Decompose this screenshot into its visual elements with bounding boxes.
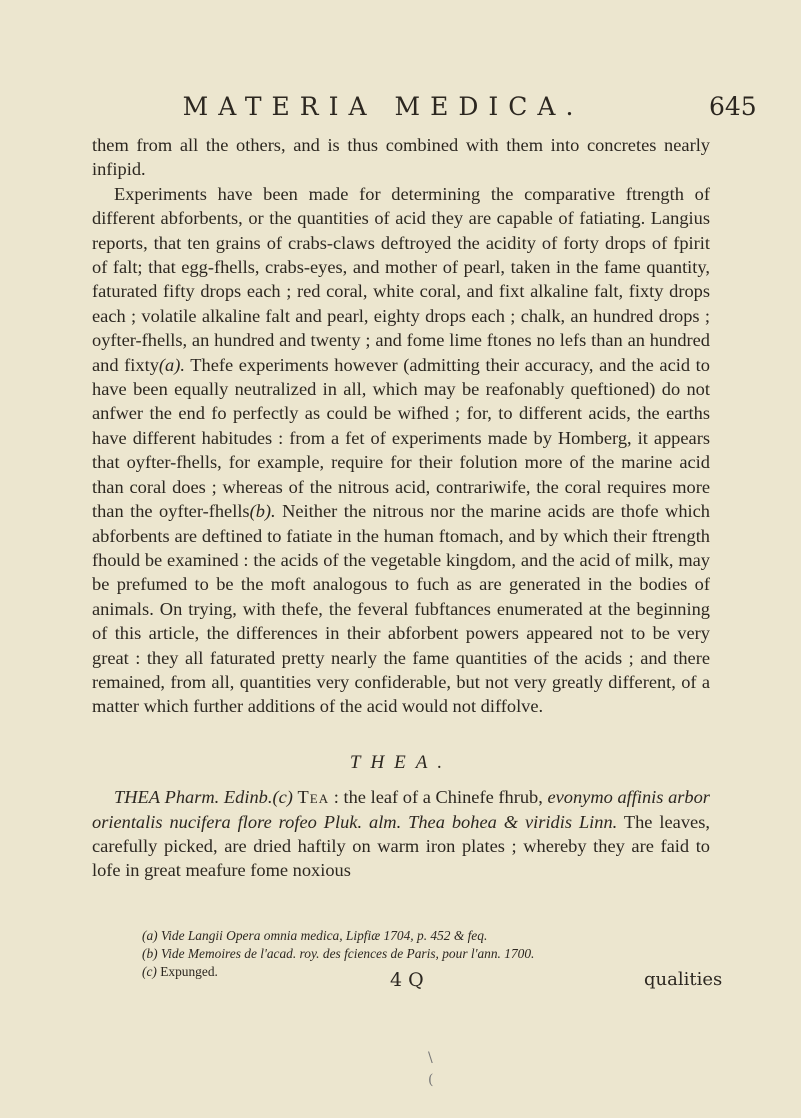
paragraph-text: Thefe experiments however (admitting their accuracy, and the acid to have been equally neutralized in all, which may be reafonably queftioned) do not anfwer the end fo perfectly as could be wifhed ; for, to different acids, the earths have different habitudes : from a fet of experiments made by Homberg, it appears that oyfter-fhells, for example, require for their folution more of the marine acid than coral does ; whereas of the nitrous acid, contrariwife, the coral requires more than the oyfter-fhells — [92, 354, 710, 522]
footnote-text: Vide Langii Opera omnia medica, Lipfiæ 1704, p. 452 & feq. — [157, 928, 488, 943]
paragraph-text: Neither the nitrous nor the marine acids are thofe which abforbents are deftined to fatiate in the human ftomach, and by which their ftrength fhould be examined : the acids of the vegetable kingdom, and the acid of milk, may be prefumed to be the moft analogous to fuch as are generated in the bodies of animals. On trying, with thefe, the feveral fubftances enumerated at the beginning of this article, the differences in their abforbent powers appeared not to be very great : they all faturated pretty nearly the fame quantities of the acids ; and there remained, from all, quantities very confiderable, but not very greatly different, of a matter which further additions of the acid would not diffolve. — [92, 501, 710, 717]
paragraph-absorbents — [92, 182, 710, 719]
page-number: 645 — [709, 92, 757, 121]
margin-mark: \ — [428, 1050, 433, 1066]
footnote-ref-a[interactable]: (a). — [158, 354, 185, 375]
footnote-mark: (b) — [142, 946, 158, 961]
footnote-mark: (a) — [142, 928, 158, 943]
paragraph-thea — [92, 785, 710, 883]
pharmacopoeia-source: Pharm. Edinb. — [164, 787, 273, 808]
margin-mark: ( — [428, 1072, 434, 1088]
catchword: qualities — [644, 969, 723, 990]
footnote-text: Expunged. — [156, 964, 218, 979]
signature-mark: 4 Q — [390, 969, 424, 991]
running-title: MATERIA MEDICA. — [182, 92, 584, 121]
paragraph-text: The leaves, carefully picked, are dried haftily on warm iron plates ; whereby they are faid to lofe in great meafure fome noxious — [92, 811, 710, 881]
footnote-ref-b[interactable]: (b). — [249, 501, 276, 522]
footnote-a — [142, 927, 742, 945]
pluk-citation: Pluk. alm. — [316, 811, 402, 832]
paragraph-text: : the leaf of a Chinefe fhrub, — [329, 787, 548, 808]
footnote-b — [142, 945, 742, 963]
main-text — [92, 133, 710, 883]
footnote-text: Vide Memoires de l'acad. roy. des fciences de Paris, pour l'ann. 1700. — [157, 946, 535, 961]
tea-label: Tea — [297, 787, 330, 808]
linnaean-species: Thea bohea & viridis Linn. — [401, 811, 618, 832]
drug-name: THEA — [114, 787, 160, 808]
footnote-ref-c[interactable]: (c) — [272, 787, 293, 808]
paragraph-text: Experiments have been made for determining the comparative ftrength of different abforbents, or the quantities of acid they are capable of fatiating. Langius reports, that ten grains of crabs-claws deftroyed the acidity of forty drops of fpirit of falt; that egg-fhells, crabs-eyes, and mother of pearl, taken in the fame quantity, faturated fifty drops each ; red coral, white coral, and fixt alkaline falt, fixty drops each ; volatile alkaline falt and pearl, eighty drops each ; chalk, an hundred drops ; oyfter-fhells, an hundred and twenty ; and fome lime ftones no lefs than an hundred and fixty — [92, 183, 710, 375]
footnote-mark: (c) — [142, 964, 157, 979]
latin-name: evonymo affinis arbor orientalis nucifera flore rofeo — [92, 787, 710, 832]
paragraph-continuation: them from all the others, and is thus combined with them into concretes nearly infipid. — [92, 135, 710, 180]
section-heading-thea: THEA. — [349, 751, 453, 773]
